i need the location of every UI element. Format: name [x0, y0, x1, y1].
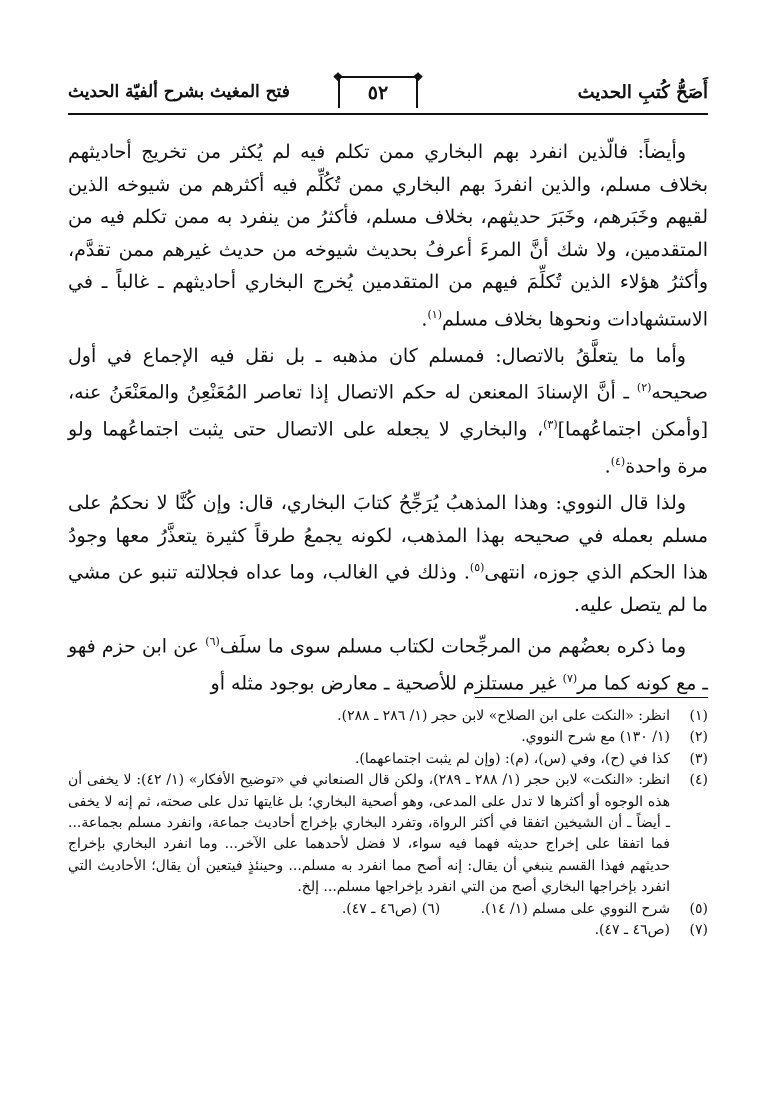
- page-number: ٥٢: [367, 82, 389, 104]
- footnote-ref[interactable]: (٤): [610, 455, 626, 469]
- footnote-number: (٦): [421, 900, 441, 917]
- footnote-number: (٣): [689, 750, 708, 767]
- footnote-text: شرح النووي على مسلم (١/ ١٤).: [480, 900, 670, 917]
- footnote-ref[interactable]: (٣): [543, 418, 558, 432]
- footnote-ref[interactable]: (٢): [636, 381, 652, 395]
- book-title: فتح المغيث بشرح ألفيّة الحديث: [68, 82, 290, 102]
- page-number-box: [332, 70, 424, 108]
- footnote: [68, 706, 708, 727]
- footnote: [68, 920, 708, 941]
- paragraph: ولذا قال النووي: وهذا المذهبُ يُرَجِّحُ كتابَ البخاري، قال: وإن كُنَّا لا نحكمُ على مسلم بعمله في صحيحه بهذا المذهب، لكونه يجمعُ طرقاً كثيرة يتعذَّرُ معها وجودُ هذا الحكم الذي جوزه، انتهى$^{(٥)}$. وذلك في الغالب، وما عداه فجلالته تنبو عن مشي ما لم يتصل عليه.: [68, 492, 709, 617]
- paragraph: وأيضاً: فالّذين انفرد بهم البخاري ممن تكلم فيه لم يُكثر من تخريج أحاديثهم بخلاف مسلم، والذين انفردَ بهم البخاري ممن تُكُلِّم فيه أكثرهم من شيوخه الذين لقيهم وخَبَرهم، وخَبَرَ حديثهم، بخلاف مسلم، فأكثرُ من ينفرد به ممن تكلم فيه من المتقدمين، ولا شك أنَّ المرءَ أعرفُ بحديث شيوخه من حديث غيرهم ممن تقدَّم، وأكثرُ هؤلاء الذين تُكلِّمَ فيهم من المتقدمين يُخرج البخاري أحاديثهم ـ غالباً ـ في الاستشهادات ونحوها بخلاف مسلم$^{(١)}$.: [68, 141, 708, 331]
- chapter-title: أَصَحُّ كُتبِ الحديث: [577, 82, 708, 103]
- footnote-text: انظر: «النكت» لابن حجر (١/ ٢٨٨ ـ ٢٨٩)، ولكن قال الصنعاني في «توضيح الأفكار» (١/ ٤٢): لا يخفى أن هذه الوجوه أو أكثرها لا تدل على المدعى، وهو أصحية البخاري؛ بل غايتها تدل على صحته، ثم إنه لا يخفى ـ أيضاً ـ أن الشيخين اتفقا في أكثر الرواة، وتفرد البخاري بإخراج أحاديث جماعة، وانفرد مسلم بجماعة... فما اتفقا على إخراج حديثه فهما فيه سواء، لا فضل لأحدهما على الآخر... وما انفرد البخاري بإخراج حديثهم فهذا القسم ينبغي أن يقال: إنه أصح مما انفرد به مسلم... وحينئذٍ فيتعين أن يقال؛ الأحاديث التي انفرد بإخراجها البخاري أصح من التي انفرد بإخراجها مسلم... إلخ.: [68, 772, 670, 896]
- footnote-ref[interactable]: (٥): [469, 561, 485, 575]
- footnote-text: (١/ ١٣٠) مع شرح النووي.: [521, 729, 670, 746]
- paragraph: وأما ما يتعلَّقُ بالاتصال: فمسلم كان مذهبه ـ بل نقل فيه الإجماع في أول صحيحه$^{(٢)}$ ـ أنَّ الإسنادَ المعنعن له حكم الاتصال إذا تعاصر المُعَنْعِنُ والمعَنْعَنُ عنه، [وأمكن اجتماعُهما]$^{(٣)}$، والبخاري لا يجعله على الاتصال حتى يثبت اجتماعُهما ولو مرة واحدة$^{(٤)}$.: [68, 344, 708, 478]
- footnote: [68, 749, 708, 770]
- footnote-text: (ص٤٦ ـ ٤٧).: [594, 922, 670, 939]
- main-text: [68, 136, 708, 704]
- footnote: [68, 899, 708, 920]
- footnote-ref[interactable]: (٦): [205, 634, 220, 648]
- footnote-text: كذا في (ح)، وفي (س)، (م): (وإن لم يثبت اجتماعهما).: [354, 750, 670, 767]
- paragraph: وما ذكره بعضُهم من المرجِّحات لكتاب مسلم سوى ما سلَف$^{(٦)}$ عن ابن حزم فهو ـ مع كونه كما مر$^{(٧)}$ غير مستلزم للأصحية ـ معارض بوجود مثله أو: [68, 634, 708, 695]
- footnote: [68, 727, 708, 748]
- footnote: [68, 770, 708, 898]
- footnote-rule: [475, 697, 708, 698]
- ornament-icon: ❖: [412, 70, 424, 84]
- footnote-ref[interactable]: (٧): [562, 671, 578, 685]
- footnote-number: (٧): [689, 922, 708, 939]
- footnote-text: انظر: «النكت على ابن الصلاح» لابن حجر (١/ ٢٨٦ ـ ٢٨٨).: [337, 708, 670, 724]
- footnote-ref[interactable]: (١): [427, 307, 442, 321]
- footnote-number: (٤): [689, 772, 708, 789]
- footnotes: [68, 706, 708, 941]
- footnote-number: (١): [689, 708, 708, 724]
- footnote-text: (ص٤٦ ـ ٤٧).: [341, 900, 418, 917]
- header-rule: [68, 113, 708, 115]
- footnote-number: (٢): [689, 729, 708, 746]
- ornament-icon: ❖: [332, 70, 344, 84]
- footnote-number: (٥): [689, 900, 708, 917]
